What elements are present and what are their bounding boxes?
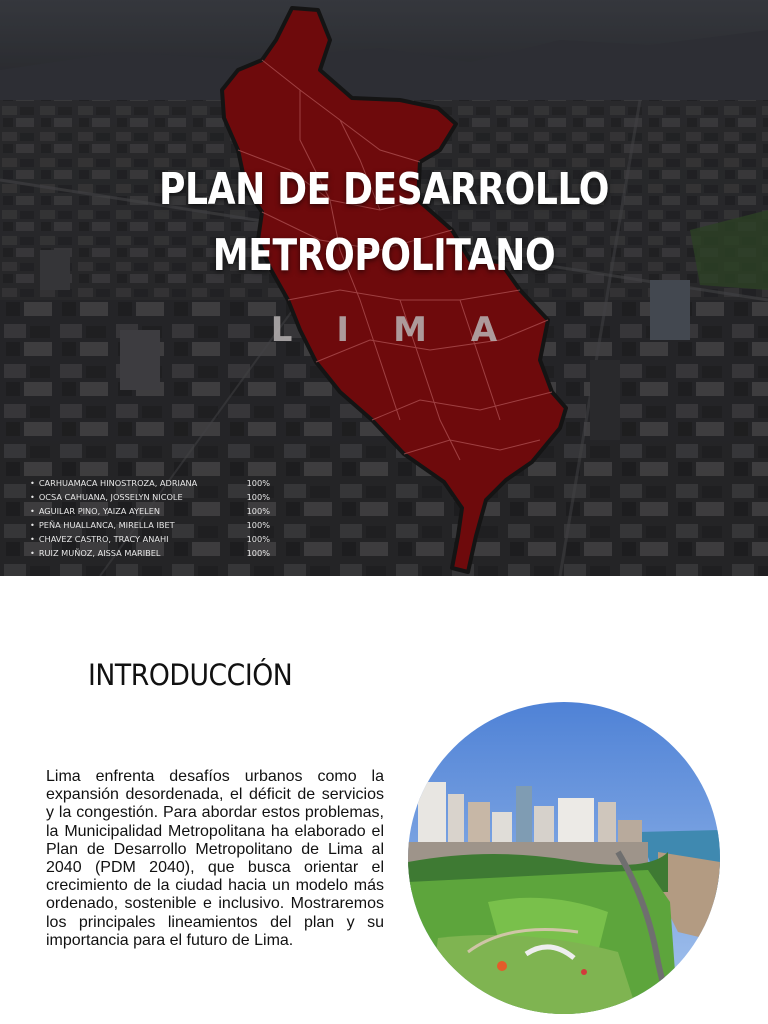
team-members-list [30,476,270,560]
member-row [30,504,270,518]
cover-title-line2: METROPOLITANO [212,230,556,281]
member-name: • RUIZ MUÑOZ, AISSA MARIBEL [30,546,160,560]
member-percent: 100% [246,534,270,544]
member-percent: 100% [246,548,270,558]
member-percent: 100% [246,520,270,530]
member-row [30,546,270,560]
member-name: • PEÑA HUALLANCA, MIRELLA IBET [30,518,175,532]
miraflores-circular-photo [408,702,720,1014]
member-name: • OCSA CAHUANA, JOSSELYN NICOLE [30,490,183,504]
intro-paragraph: Lima enfrenta desafíos urbanos como la expansión desordenada, el déficit de servicios y la congestión. Para abordar estos problemas, la Municipalidad Metropolitana ha elaborado el Plan de Desarrollo Metropolitano de Lima al 2040 (PDM 2040), que busca orientar el crecimiento de la ciudad hacia un modelo más ordenado, sostenible e inclusivo. Mostraremos los principales lineamientos del plan y su importancia para el futuro de Lima. [46,768,384,949]
member-row [30,490,270,504]
coastal-city-image [408,702,720,1014]
member-percent: 100% [246,492,270,502]
member-name: • CHAVEZ CASTRO, TRACY ANAHI [30,532,169,546]
cover-title-line1: PLAN DE DESARROLLO [158,164,610,215]
member-name: • AGUILAR PINO, YAIZA AYELEN [30,504,160,518]
member-row [30,532,270,546]
member-percent: 100% [246,506,270,516]
cover-subtitle: LIMA [270,310,542,350]
member-row [30,476,270,490]
intro-heading: INTRODUCCIÓN [88,658,293,692]
member-percent: 100% [246,478,270,488]
member-row [30,518,270,532]
member-name: • CARHUAMACA HINOSTROZA, ADRIANA [30,476,197,490]
